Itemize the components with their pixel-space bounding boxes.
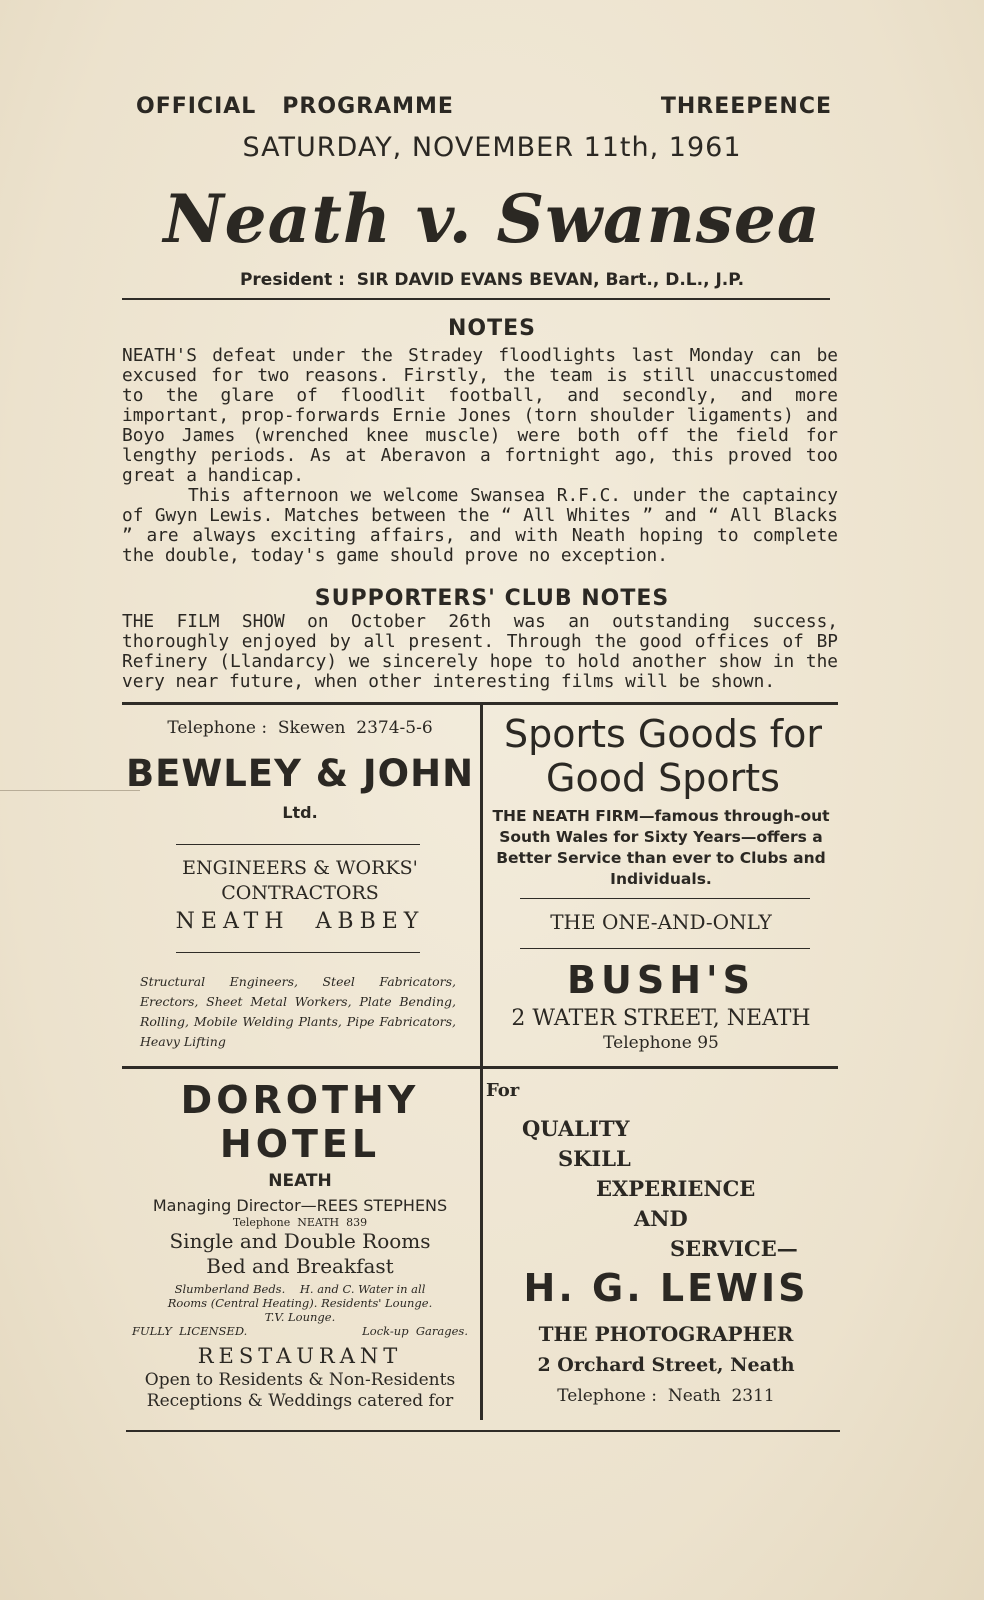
bush-headline [488, 712, 838, 800]
bewley-telephone: Telephone : Skewen 2374-5-6 [167, 718, 433, 738]
bush-headline-1: Sports Goods for [503, 712, 823, 756]
president-line: President : SIR DAVID EVANS BEVAN, Bart., D.L., J.P. [239, 270, 745, 290]
ads-middle-rule [122, 1066, 838, 1069]
dorothy-town: NEATH [268, 1171, 332, 1191]
bush-divider-2 [520, 948, 810, 949]
bush-address: 2 WATER STREET, NEATH [511, 1006, 811, 1031]
programme-header [136, 94, 832, 124]
notes-body [122, 346, 838, 566]
dorothy-licensed: FULLY LICENSED. [132, 1324, 248, 1338]
bush-divider-1 [520, 898, 810, 899]
dorothy-amenities [132, 1282, 468, 1338]
dorothy-name-1: DOROTHY [180, 1078, 420, 1122]
lewis-telephone: Telephone : Neath 2311 [557, 1386, 775, 1406]
bush-tagline: THE ONE-AND-ONLY [550, 910, 772, 934]
match-date: SATURDAY, NOVEMBER 11th, 1961 [242, 132, 742, 163]
bewley-line-2: CONTRACTORS [221, 882, 379, 904]
dorothy-garages: Lock-up Garages. [362, 1324, 468, 1338]
bewley-services: Structural Engineers, Steel Fabricators, Erectors, Sheet Metal Workers, Plate Bending, Rolling, Mobile Welding Plants, Pipe Fabricators, Heavy Lifting [140, 974, 456, 1049]
dorothy-amenities-3: T.V. Lounge. [264, 1310, 336, 1324]
dorothy-amenities-4 [132, 1324, 468, 1338]
dorothy-amenities-1: Slumberland Beds. H. and C. Water in all [174, 1282, 426, 1296]
bush-blurb: THE NEATH FIRM—famous through-out South Wales for Sixty Years—offers a Better Service than ever to Clubs and Individuals. [492, 807, 830, 888]
bewley-ltd: Ltd. [282, 803, 318, 822]
dorothy-receptions-line: Receptions & Weddings catered for [146, 1391, 454, 1411]
fold-line [0, 790, 140, 791]
bewley-location: NEATH ABBEY [175, 909, 425, 934]
official-programme-label: OFFICIAL PROGRAMME [136, 94, 454, 119]
ads-bottom-rule [126, 1430, 840, 1432]
bush-headline-2: Good Sports [546, 756, 780, 800]
dorothy-rooms-2: Bed and Breakfast [206, 1254, 394, 1278]
notes-paragraph-1: NEATH'S defeat under the Stradey floodlights last Monday can be excused for two reasons. Firstly, the team is still unaccustomed to the glare of floodlit football, and secondly, and more important, prop-forwards Ernie Jones (torn shoulder ligaments) and Boyo James (wrenched knee muscle) were both off the field for lengthy periods. As at Aberavon a fortnight ago, this proved too great a handicap. [122, 345, 838, 486]
lewis-and: AND [634, 1206, 688, 1231]
lewis-role: THE PHOTOGRAPHER [538, 1322, 794, 1346]
dorothy-rooms [122, 1229, 478, 1279]
ads-vertical-rule [480, 705, 483, 1420]
dorothy-amenities-2: Rooms (Central Heating). Residents' Lounge. [167, 1296, 433, 1310]
dorothy-open-line: Open to Residents & Non-Residents [144, 1370, 456, 1390]
supporters-heading: SUPPORTERS' CLUB NOTES [314, 586, 670, 611]
bewley-engineers [122, 856, 478, 906]
header-rule [122, 298, 830, 300]
dorothy-restaurant: RESTAURANT [197, 1344, 403, 1368]
lewis-name: H. G. LEWIS [523, 1266, 809, 1310]
notes-heading: NOTES [448, 316, 536, 341]
bewley-divider-2 [176, 952, 420, 953]
supporters-body: THE FILM SHOW on October 26th was an outstanding success, thoroughly enjoyed by all present. Through the good offices of BP Refinery (Llandarcy) we sincerely hope to hold another show in the very near future, when other interesting films will be shown. [122, 611, 838, 692]
lewis-quality: QUALITY [522, 1116, 630, 1141]
bewley-line-1: ENGINEERS & WORKS' [182, 857, 418, 879]
lewis-for: For [486, 1080, 520, 1101]
bush-name: BUSH'S [567, 958, 755, 1002]
dorothy-telephone: Telephone NEATH 839 [232, 1216, 368, 1229]
bewley-john-name: BEWLEY & JOHN [125, 752, 475, 795]
dorothy-director: Managing Director—REES STEPHENS [152, 1196, 448, 1215]
bush-telephone: Telephone 95 [603, 1033, 719, 1053]
lewis-service: SERVICE— [670, 1236, 798, 1261]
lewis-address: 2 Orchard Street, Neath [537, 1354, 795, 1376]
bewley-divider-1 [176, 844, 420, 845]
price-label: THREEPENCE [660, 94, 832, 119]
lewis-skill: SKILL [558, 1146, 631, 1171]
dorothy-rooms-1: Single and Double Rooms [169, 1229, 431, 1253]
dorothy-name-2: HOTEL [219, 1122, 381, 1166]
lewis-experience: EXPERIENCE [596, 1176, 756, 1201]
match-title: Neath v. Swansea [163, 180, 821, 258]
dorothy-open [122, 1370, 478, 1412]
dorothy-hotel-name [122, 1078, 478, 1166]
notes-paragraph-2: This afternoon we welcome Swansea R.F.C. under the captaincy of Gwyn Lewis. Matches between the “ All Whites ” and “ All Blacks ” are always exciting affairs, and with Neath hoping to complete the double, today's game should prove no exception. [122, 485, 838, 566]
